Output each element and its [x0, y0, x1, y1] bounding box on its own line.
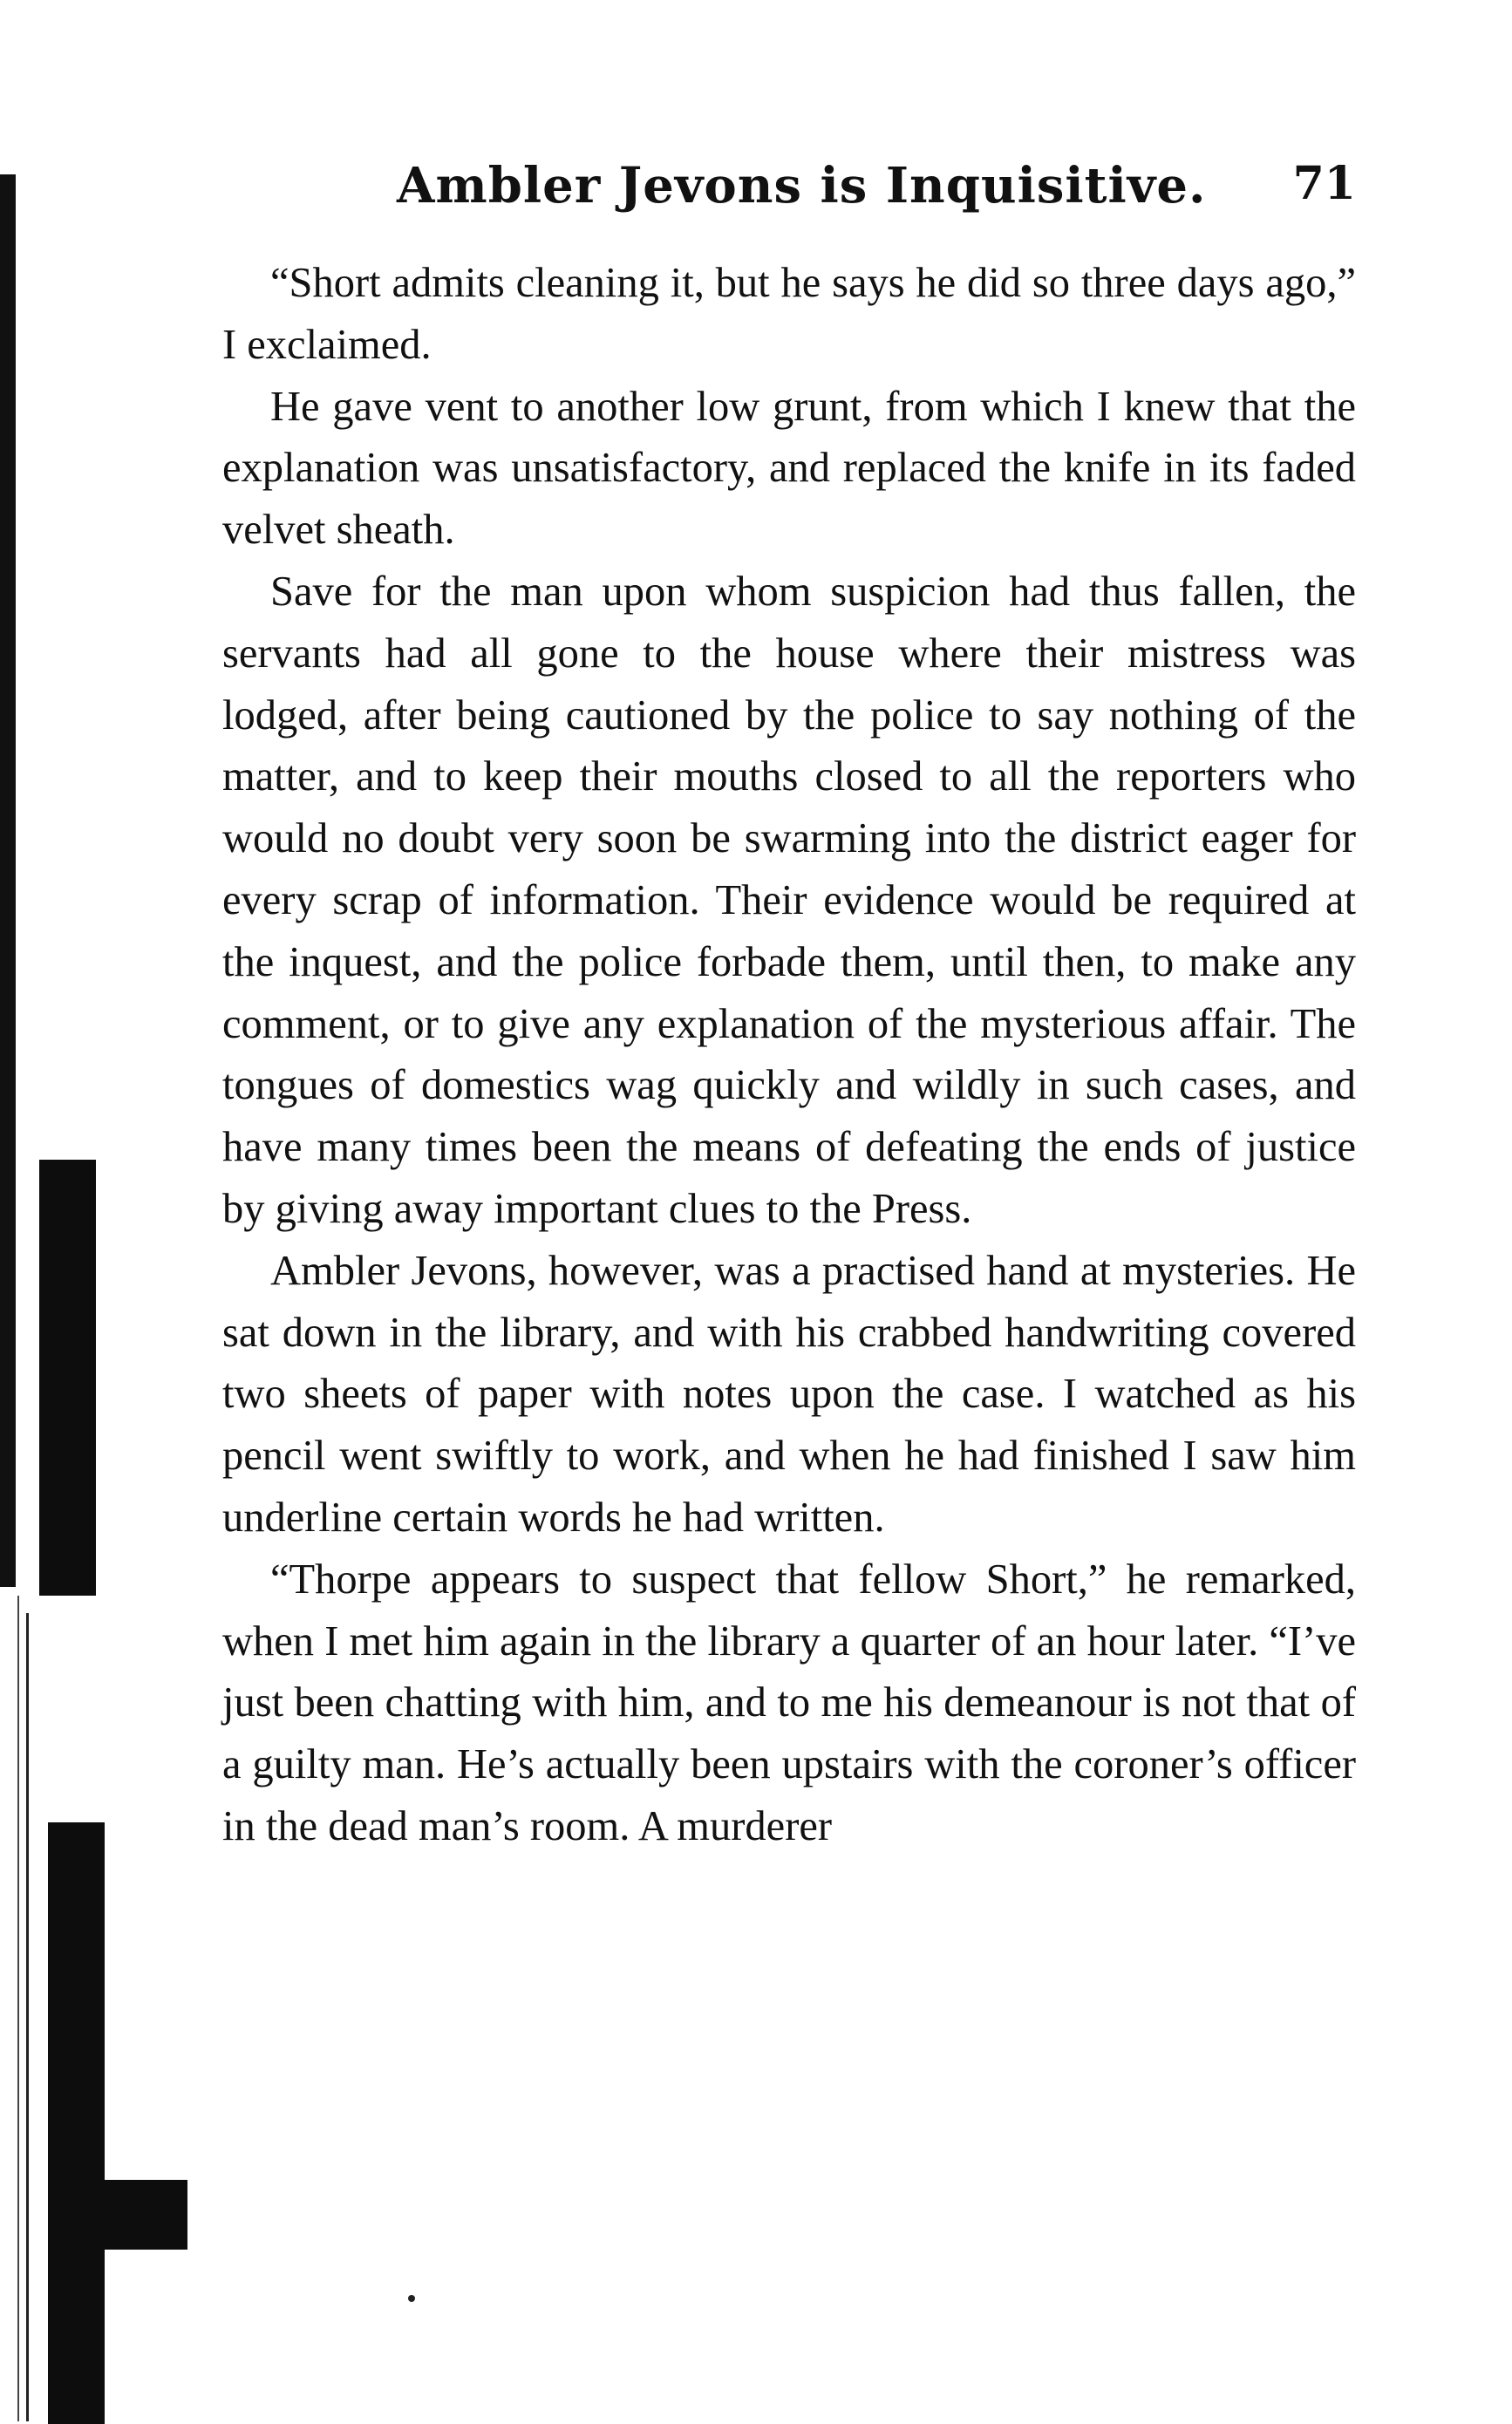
scan-artifact-bottom	[96, 2180, 187, 2250]
paragraph-4: Ambler Jevons, however, was a practised hand at mysteries. He sat down in the library, and with his crabbed handwriting covered two sheets of paper with notes upon the case. I watched as his pencil went swiftly to work, and when he had finished I saw him underline certain words he had written.	[222, 1247, 1356, 1541]
page-header	[222, 157, 1356, 227]
paragraph-1: “Short admits cleaning it, but he says he did so three days ago,” I exclaimed.	[222, 260, 1356, 368]
body-text	[222, 253, 1356, 1858]
page-number: 71	[1292, 157, 1356, 210]
running-title: Ambler Jevons is Inquisitive.	[397, 157, 1207, 214]
paragraph-3: Save for the man upon whom suspicion had thus fallen, the servants had all gone to the house where their mistress was lodged, after being cautioned by the police to say nothing of the matter, and to keep their mouths closed to all the reporters who would no doubt very soon be swarming into the district eager for every scrap of information. Their evidence would be required at the inquest, and the police forbade them, until then, to make any comment, or to give any explanation of the mysterious affair. The tongues of domestics wag quickly and wildly in such cases, and have many times been the means of defeating the ends of justice by giving away important clues to the Press.	[222, 568, 1356, 1232]
paragraph-2: He gave vent to another low grunt, from which I knew that the explanation was unsatisfactory, and replaced the knife in its faded velvet sheath.	[222, 383, 1356, 554]
ink-speck	[408, 2295, 415, 2302]
scan-artifact-lower	[48, 1822, 105, 2424]
scan-artifact-upper	[39, 1160, 96, 1596]
binding-line-secondary	[17, 1596, 19, 2421]
paragraph-5: “Thorpe appears to suspect that fellow Short,” he remarked, when I met him again in the library a quarter of an hour later. “I’ve just been chatting with him, and to me his demeanour is not that of a guilty man. He’s actually been upstairs with the coroner’s officer in the dead man’s room. A murderer	[222, 1556, 1356, 1849]
binding-line	[26, 1613, 29, 2421]
binding-shadow	[0, 174, 16, 1587]
